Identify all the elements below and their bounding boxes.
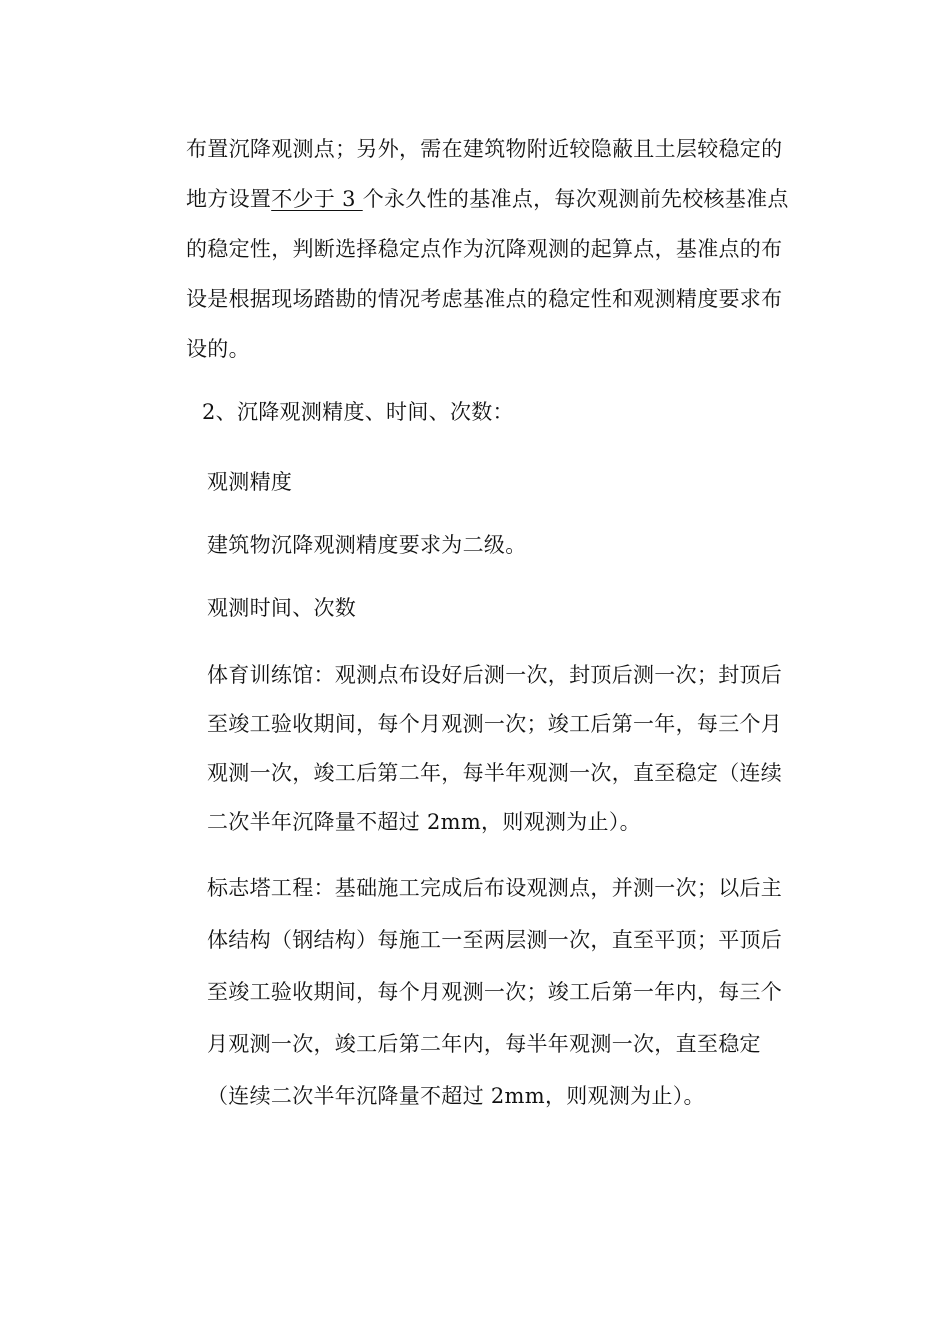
underlined-text: 不少于 3 (271, 187, 363, 211)
benchmark-paragraph (186, 124, 789, 374)
precision-text: 建筑物沉降观测精度要求为二级。 (207, 533, 527, 557)
paragraph-line: 布置沉降观测点；另外，需在建筑物附近较隐蔽且土层较稳定的 (186, 137, 783, 161)
paragraph-line: 的稳定性，判断选择稳定点作为沉降观测的起算点，基准点的布 (186, 237, 783, 261)
paragraph-line: 体育训练馆：观测点布设好后测一次，封顶后测一次；封顶后 (207, 663, 783, 687)
paragraph-line: 月观测一次，竣工后第二年内，每半年观测一次，直至稳定 (207, 1032, 761, 1056)
paragraph-line: 至竣工验收期间，每个月观测一次；竣工后第一年，每三个月 (207, 712, 783, 736)
paragraph-line: 观测一次，竣工后第二年，每半年观测一次，直至稳定（连续 (207, 761, 783, 785)
paragraph-line: 体结构（钢结构）每施工一至两层测一次，直至平顶；平顶后 (207, 928, 783, 952)
paragraph-line: 标志塔工程：基础施工完成后布设观测点，并测一次；以后主 (207, 876, 783, 900)
paragraph-line (186, 174, 789, 224)
subsection-heading-time: 观测时间、次数 (207, 596, 357, 620)
tower-paragraph (207, 862, 782, 1122)
text-run: 个永久性的基准点，每次观测前先校核基准点 (362, 187, 789, 211)
paragraph-line: 设的。 (186, 337, 250, 361)
gym-paragraph (207, 651, 782, 847)
section-heading: 2、沉降观测精度、时间、次数： (202, 400, 514, 424)
paragraph-line: 二次半年沉降量不超过 2mm，则观测为止）。 (207, 810, 641, 834)
paragraph-line: 设是根据现场踏勘的情况考虑基准点的稳定性和观测精度要求布 (186, 287, 783, 311)
text-run: 地方设置 (186, 187, 272, 211)
paragraph-line: 至竣工验收期间，每个月观测一次；竣工后第一年内，每三个 (207, 980, 783, 1004)
subsection-heading-precision: 观测精度 (207, 470, 293, 494)
paragraph-line: （连续二次半年沉降量不超过 2mm，则观测为止）。 (207, 1084, 705, 1108)
